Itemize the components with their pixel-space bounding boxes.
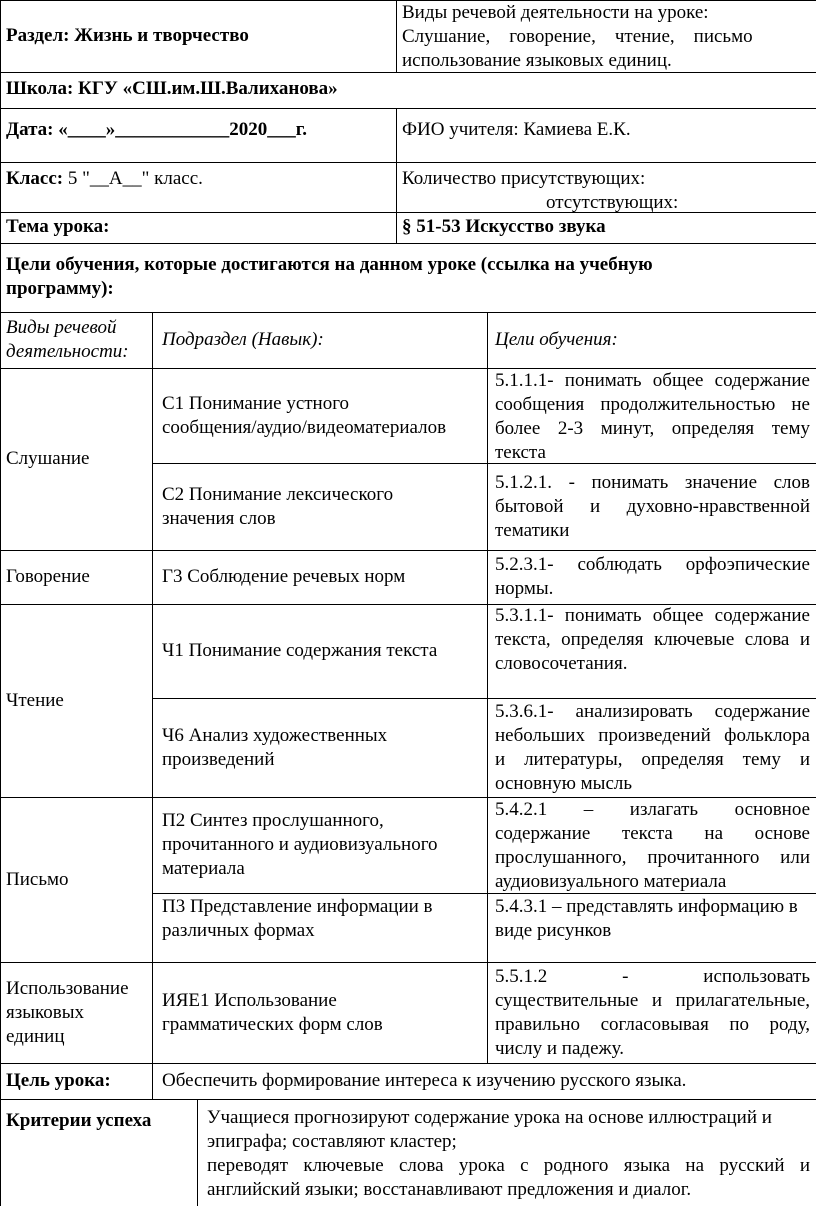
section-label: Раздел: (6, 25, 70, 46)
ie1-line1: ИЯЕ1 Использование (162, 989, 337, 1011)
subsection-g3 (152, 550, 487, 604)
school-name: Школа: КГУ «СШ.им.Ш.Валиханова» (6, 78, 338, 99)
speech-types-line1: Слушание, говорение, чтение, письмо (402, 26, 753, 47)
goal-r1-line1: 5.3.1.1- понимать общее содержание (495, 605, 810, 626)
r1-text: Ч1 Понимание содержания текста (162, 640, 438, 661)
type-listening-text: Слушание (6, 448, 90, 469)
goal-s1 (487, 368, 816, 463)
subsection-p2 (152, 797, 487, 893)
goal-ie1 (487, 962, 816, 1063)
criteria-label: Критерии успеха (6, 1110, 152, 1131)
s1-line1: С1 Понимание устного (162, 392, 350, 414)
attendance-cell (396, 162, 816, 212)
goal-s1-line4: текста (495, 442, 546, 463)
subsection-ie1 (152, 962, 487, 1063)
goal-r1-line3: словосочетания. (495, 653, 628, 674)
criteria-line2: эпиграфа; составляют кластер; (207, 1131, 457, 1152)
date-cell (0, 108, 396, 162)
type-listening (0, 368, 152, 550)
type-language-line2: языковых (6, 1001, 85, 1023)
goal-p2-line4: аудиовизуального материала (495, 871, 727, 892)
goal-r6-line1: 5.3.6.1- анализировать содержание (495, 700, 810, 722)
goal-r1 (487, 604, 816, 698)
class-cell (0, 162, 396, 212)
type-language-line3: единиц (6, 1025, 65, 1047)
criteria-line3: переводят ключевые слова урока с родного языка на русский и (207, 1155, 810, 1176)
p2-line2: прочитанного и аудиовизуального (162, 834, 438, 855)
type-language (0, 962, 152, 1063)
topic-label: Тема урока: (6, 216, 110, 237)
goal-r6 (487, 698, 816, 797)
s2-line1: С2 Понимание лексического (162, 483, 394, 505)
goal-g3-line1: 5.2.3.1- соблюдать орфоэпические (495, 554, 810, 575)
p2-line3: материала (162, 858, 245, 879)
goal-ie1-line1: 5.5.1.2 - использовать (495, 965, 810, 987)
col-header-speech-type-line1: Виды речевой (6, 317, 117, 338)
ie1-line2: грамматических форм слов (162, 1013, 383, 1035)
type-reading-text: Чтение (6, 689, 64, 711)
subsection-p3 (152, 893, 487, 962)
lesson-goal-label: Цель урока: (6, 1070, 111, 1091)
class-value: 5 "__А__" класс. (67, 168, 203, 189)
goal-ie1-line4: числу и падежу. (495, 1037, 624, 1059)
goal-p2-line2: содержание текста на основе (495, 823, 810, 844)
criteria-line1: Учащиеся прогнозируют содержание урока на основе иллюстраций и (207, 1107, 772, 1128)
type-language-line1: Использование (6, 977, 129, 999)
goal-p2 (487, 797, 816, 893)
teacher-cell (396, 108, 816, 162)
p3-line1: П3 Представление информации в (162, 896, 433, 917)
school-cell (0, 72, 816, 108)
r6-line1: Ч6 Анализ художественных (162, 724, 388, 746)
col-header-speech-type-line2: деятельности: (6, 341, 129, 362)
criteria-text-cell (197, 1099, 816, 1206)
lesson-goal-text: Обеспечить формирование интереса к изучению русского языка. (162, 1070, 687, 1091)
goal-r6-line2: небольших произведений фольклора (495, 724, 810, 746)
goal-s2-line3: тематики (495, 519, 570, 541)
goal-r6-line4: основную мысль (495, 772, 633, 794)
subsection-r1 (152, 604, 487, 698)
goal-ie1-line3: правильно согласовывая по роду, (495, 1013, 810, 1035)
goal-s1-line3: более 2-3 минут, определяя тему (495, 418, 810, 439)
r6-line2: произведений (162, 748, 275, 770)
goal-s1-line2: сообщения продолжительностью не (495, 394, 810, 415)
lesson-goal-text-cell (152, 1063, 816, 1099)
criteria-label-cell (0, 1099, 197, 1206)
speech-types-line2: использование языковых единиц. (402, 50, 672, 71)
col-header-subsection (152, 312, 487, 368)
col-header-objectives (487, 312, 816, 368)
subsection-s1 (152, 368, 487, 463)
speech-types-cell (396, 0, 816, 72)
goal-r1-line2: текста, определяя ключевые слова и (495, 629, 810, 650)
goal-s2-line2: бытовой и духовно-нравственной (495, 495, 810, 517)
class-label: Класс: (6, 168, 64, 189)
goal-p2-line3: прослушанного, прочитанного или (495, 847, 810, 868)
goal-s2-line1: 5.1.2.1. - понимать значение слов (495, 471, 810, 493)
p3-line2: различных формах (162, 920, 315, 941)
attendance-absent: отсутствующих: (546, 192, 679, 212)
goal-g3 (487, 550, 816, 604)
s2-line2: значения слов (162, 507, 276, 529)
goal-r6-line3: и литературы, определяя тему и (495, 748, 810, 770)
criteria-line4: английский языки; восстанавливают предложения и диалог. (207, 1179, 692, 1200)
goals-heading-line2: программу): (6, 278, 114, 299)
goal-p3-line1: 5.4.3.1 – представлять информацию в (495, 896, 798, 917)
goal-s1-line1: 5.1.1.1- понимать общее содержание (495, 370, 810, 391)
goal-p3-line2: виде рисунков (495, 920, 612, 941)
teacher-name: ФИО учителя: Камиева Е.К. (402, 119, 631, 140)
type-speaking (0, 550, 152, 604)
col-header-objectives-text: Цели обучения: (495, 329, 618, 350)
section-value: Жизнь и творчество (74, 25, 249, 46)
col-header-subsection-text: Подраздел (Навык): (162, 329, 324, 350)
subsection-s2 (152, 463, 487, 550)
goal-ie1-line2: существительные и прилагательные, (495, 989, 810, 1011)
type-reading (0, 604, 152, 797)
goal-g3-line2: нормы. (495, 578, 554, 599)
speech-types-title: Виды речевой деятельности на уроке: (402, 2, 709, 23)
section-cell (0, 0, 396, 72)
s1-line2: сообщения/аудио/видеоматериалов (162, 416, 447, 438)
subsection-r6 (152, 698, 487, 797)
col-header-speech-type (0, 312, 152, 368)
goals-heading-cell (0, 243, 816, 312)
attendance-present: Количество присутствующих: (402, 168, 646, 189)
goal-p3 (487, 893, 816, 962)
lesson-date: Дата: «____»____________2020___г. (6, 119, 307, 140)
type-writing-text: Письмо (6, 868, 69, 890)
type-writing (0, 797, 152, 962)
goal-p2-line1: 5.4.2.1 – излагать основное (495, 799, 810, 820)
type-speaking-text: Говорение (6, 566, 90, 587)
goals-heading-line1: Цели обучения, которые достигаются на данном уроке (ссылка на учебную (6, 254, 653, 275)
topic-value: § 51-53 Искусство звука (402, 216, 606, 237)
goal-s2 (487, 463, 816, 550)
lesson-goal-label-cell (0, 1063, 152, 1099)
topic-value-cell (396, 212, 816, 243)
p2-line1: П2 Синтез прослушанного, (162, 810, 384, 831)
g3-text: Г3 Соблюдение речевых норм (162, 566, 406, 587)
topic-label-cell (0, 212, 396, 243)
